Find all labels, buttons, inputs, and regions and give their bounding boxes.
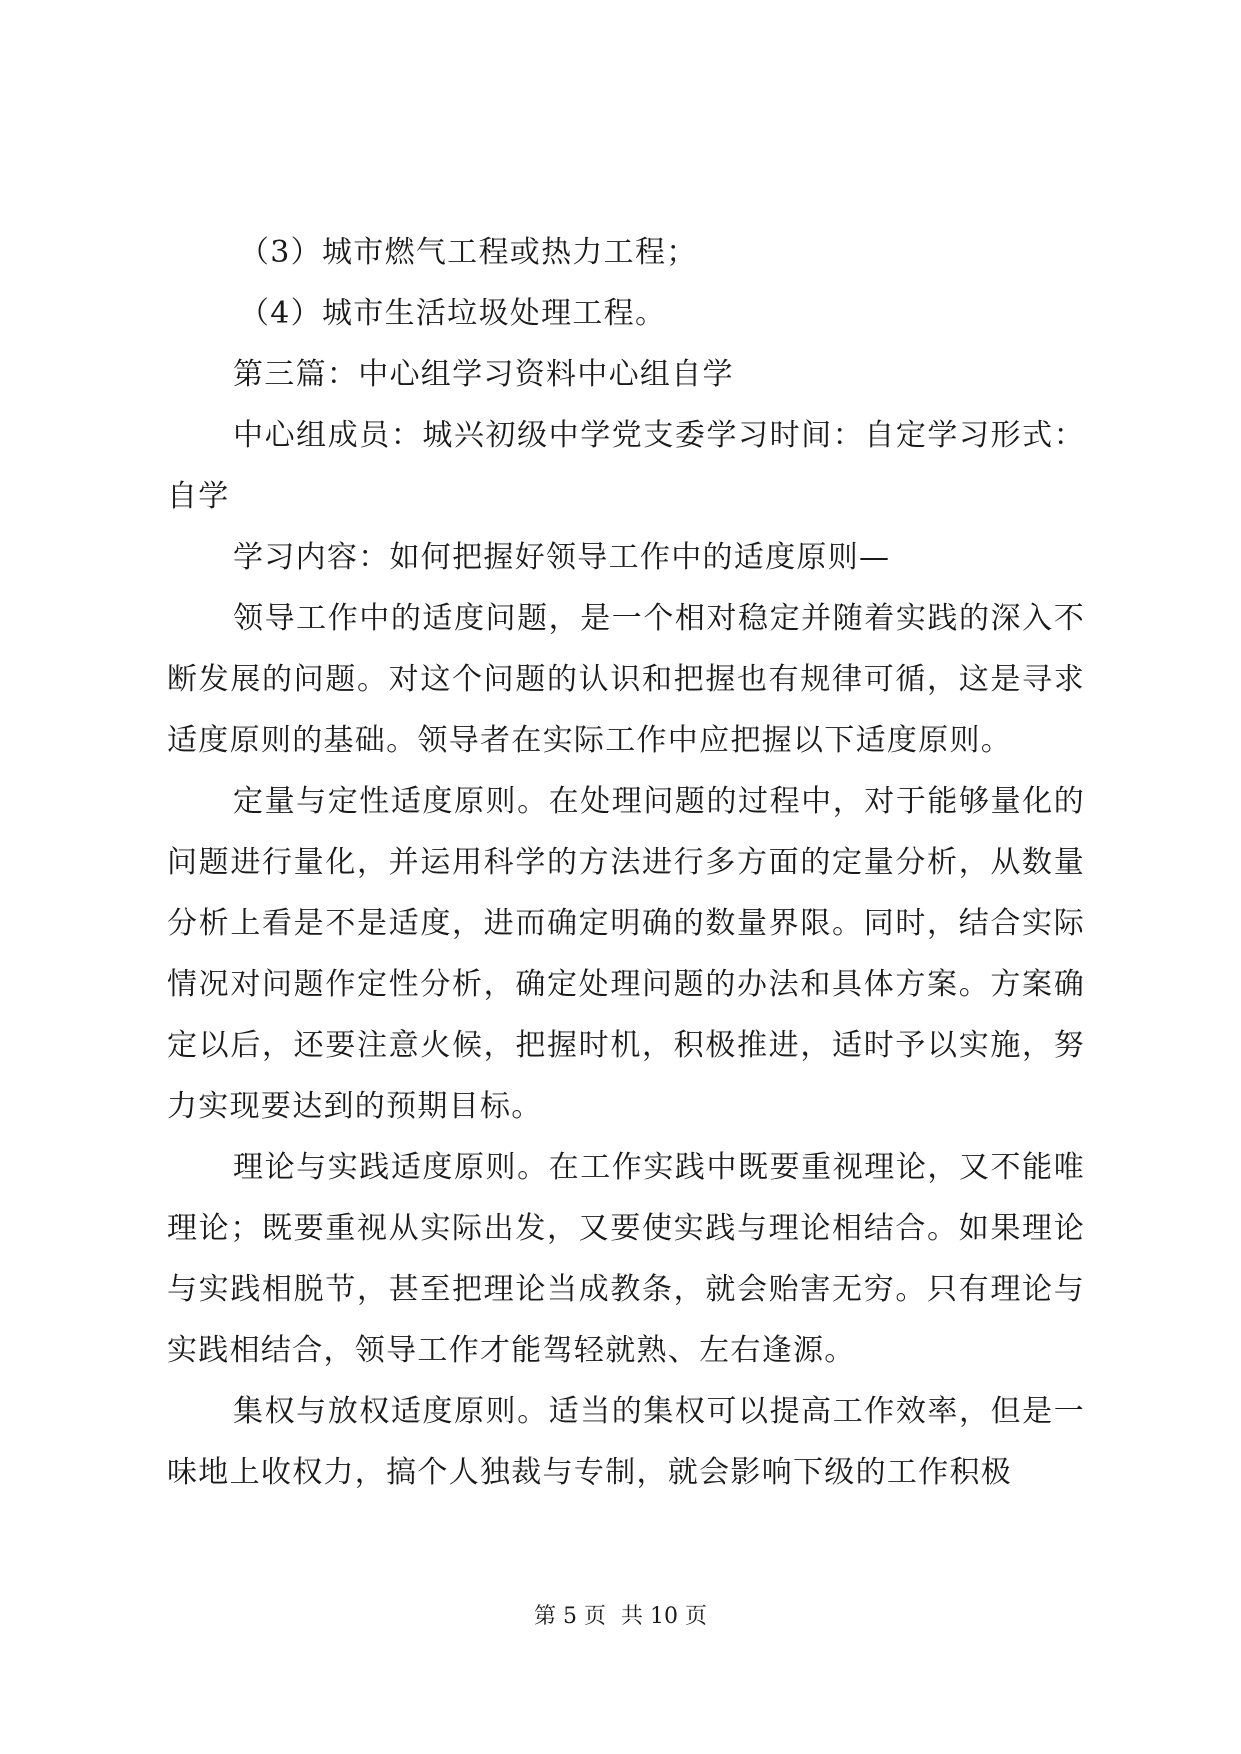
document-body (167, 222, 1085, 1503)
page-footer (0, 1602, 1241, 1632)
page-total: 共 10 页 (621, 1604, 707, 1629)
paragraph-item-3: （3）城市燃气工程或热力工程； (239, 235, 698, 270)
paragraph-intro: 领导工作中的适度问题，是一个相对稳定并随着实践的深入不断发展的问题。对这个问题的认识和把握也有规律可循，这是寻求适度原则的基础。领导者在实际工作中应把握以下适度原则。 (167, 601, 1085, 758)
page-number: 第 5 页 (534, 1604, 606, 1629)
section-heading: 第三篇：中心组学习资料中心组自学 (233, 357, 734, 392)
paragraph-centralization: 集权与放权适度原则。适当的集权可以提高工作效率，但是一味地上收权力，搞个人独裁与专制，就会影响下级的工作积极 (167, 1394, 1085, 1490)
paragraph-quantitative: 定量与定性适度原则。在处理问题的过程中，对于能够量化的问题进行量化，并运用科学的方法进行多方面的定量分析，从数量分析上看是不是适度，进而确定明确的数量界限。同时，结合实际情况对问题作定性分析，确定处理问题的办法和具体方案。方案确定以后，还要注意火候，把握时机，积极推进，适时予以实施，努力实现要达到的预期目标。 (167, 784, 1085, 1124)
paragraph-study-content: 学习内容：如何把握好领导工作中的适度原则— (233, 540, 891, 575)
paragraph-theory-practice: 理论与实践适度原则。在工作实践中既要重视理论，又不能唯理论；既要重视从实际出发，又要使实践与理论相结合。如果理论与实践相脱节，甚至把理论当成教条，就会贻害无穷。只有理论与实践相结合，领导工作才能驾轻就熟、左右逢源。 (167, 1150, 1085, 1368)
paragraph-item-4: （4）城市生活垃圾处理工程。 (239, 296, 667, 331)
paragraph-members: 中心组成员：城兴初级中学党支委学习时间：自定学习形式：自学 (167, 418, 1085, 514)
